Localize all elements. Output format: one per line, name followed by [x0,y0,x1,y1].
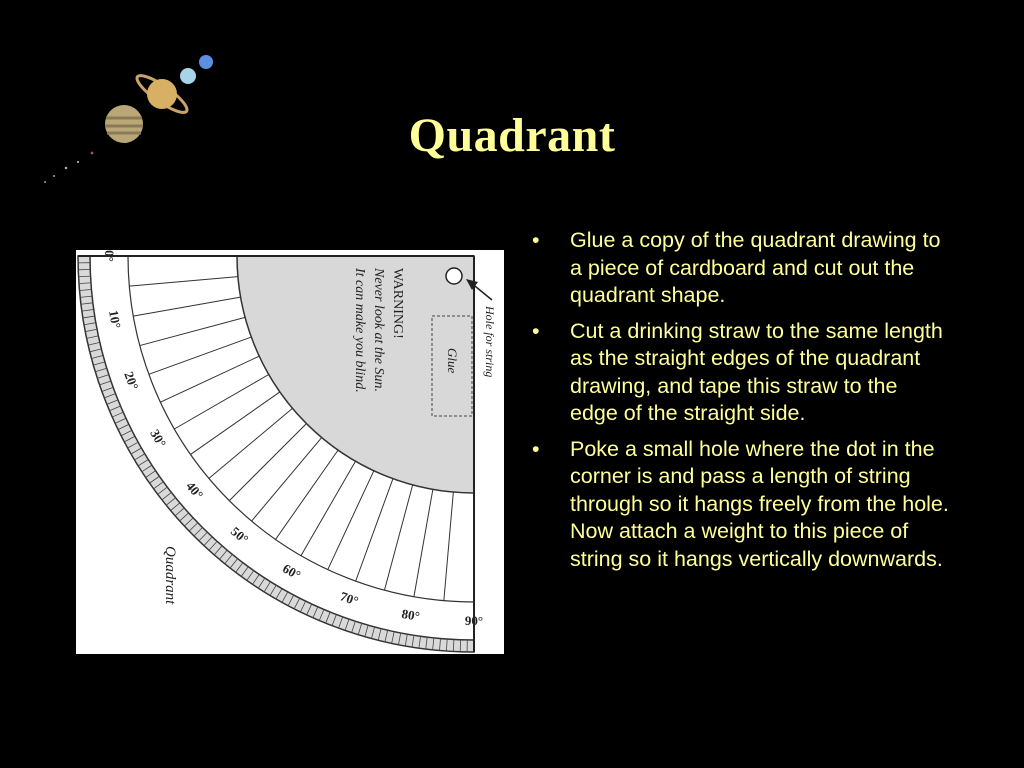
list-item [530,318,950,428]
angle-label: 30° [147,426,170,450]
radial-line [191,392,280,455]
radial-line [140,317,245,345]
radial-line [252,438,322,521]
angle-label: 80° [400,605,421,624]
bullet-text: Poke a small hole where the dot in the corner is and pass a length of string through so it hangs freely from the hole. Now attach a weight to this piece of string so it hangs vertically downwards. [570,436,949,571]
warning-text: Never look at the Sun. [371,268,386,393]
radial-line [384,485,412,590]
radial-line [133,297,240,316]
uranus-icon [180,68,196,84]
radial-line [229,424,306,501]
quadrant-name-label: Quadrant [162,546,178,605]
radial-line [160,356,259,402]
angle-label: 70° [338,588,361,609]
bullet-text: Cut a drinking straw to the same length as the straight edges of the quadrant drawing, and tape this straw to the edge of the straight side. [570,318,943,425]
bullet-marker: • [532,318,540,343]
list-item [530,227,950,310]
radial-line [328,471,374,570]
radial-line [149,337,251,374]
warning-text: It can make you blind. [352,268,367,393]
radial-line [444,492,453,601]
bullet-marker: • [532,228,540,252]
radial-line [356,479,393,581]
radial-line [301,461,356,555]
quadrant-drawing [76,250,504,654]
quadrant-figure [76,250,504,654]
angle-label: 20° [121,369,142,392]
glue-label: Glue [445,348,460,374]
neptune-icon [199,55,213,69]
angle-label: 90° [464,612,484,628]
radial-line [414,489,433,596]
bullet-marker: • [532,436,540,461]
angle-label: 50° [227,523,252,547]
instruction-list [530,227,950,581]
slide-title: Quadrant [408,109,616,162]
angle-label: 0° [102,250,118,262]
warning-text: WARNING! [390,268,405,339]
radial-line [276,450,339,539]
radial-line [174,375,268,430]
angle-label: 40° [183,478,207,503]
string-hole [446,268,462,284]
radial-line [129,277,238,286]
hole-label: Hole for string [483,306,497,378]
list-item [530,436,950,574]
bullet-text: Glue a copy of the quadrant drawing to a piece of cardboard and cut out the quadrant shape. [570,228,941,307]
angle-label: 10° [106,309,125,330]
angle-label: 60° [280,560,304,583]
radial-line [209,408,292,478]
